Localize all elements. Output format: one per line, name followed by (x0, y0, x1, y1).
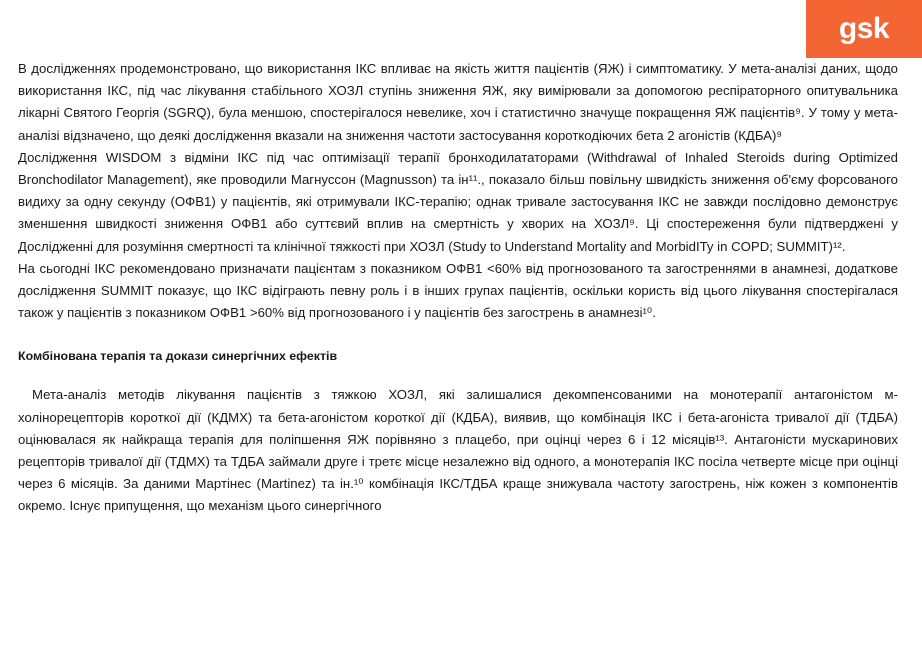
paragraph-meta-analysis: Мета-аналіз методів лікування пацієнтів з тяжкою ХОЗЛ, які залишалися декомпенсованими на монотерапії антагоністом м-холінорецепторів короткої дії (КДМХ) та бета-агоністом короткої дії (КДБА), виявив, що комбінація ІКС і бета-агоніста тривалої дії (ТДБА) оцінювалася як найкраща терапія для поліпшення ЯЖ порівняно з плацебо, при оцінці через 6 і 12 місяців¹³. Антагоністи мускаринових рецепторів тривалої дії (ТДМХ) та ТДБА займали друге і третє місце незалежно від одного, а монотерапія ІКС посіла четверте місце при оцінці через 6 місяців. За даними Мартінес (Martinez) та ін.¹⁰ комбінація ІКС/ТДБА краще знижувала частоту загострень, ніж кожен з компонентів окремо. Існує припущення, що механізм цього синергічного (18, 387, 898, 514)
document-body (18, 58, 898, 518)
paragraph-ics-qol: В дослідженнях продемонстровано, що використання ІКС впливає на якість життя пацієнтів (ЯЖ) і симптоматику. У мета-аналізі даних, щодо використання ІКС, під час лікування стабільного ХОЗЛ ступінь зниження ЯЖ, яку вимірювали за допомогою респіраторного опитувальника лікарні Святого Георгія (SGRQ), була меншою, спостерігалося невелике, хоч і статистично значуще покращення ЯЖ пацієнтів⁹. У тому у мета-аналізі відзначено, що деякі дослідження вказали на зниження частоти застосування короткодіючих бета 2 агоністів (КДБА)⁹ (18, 61, 898, 143)
gsk-logo (806, 0, 922, 58)
section-spacer (18, 324, 898, 346)
gsk-logo-text: gsk (838, 12, 890, 45)
paragraph-wisdom: Дослідження WISDOM з відміни ІКС під час оптимізації терапії бронходилататорами (Withdrawal of Inhaled Steroids during Optimized Bronchodilator Management), яке проводили Магнуссон (Magnusson) та ін¹¹., показало більш повільну швидкість зниження об'єму форсованого видиху за одну секунду (ОФВ1) у пацієнтів, які отримували ІКС-терапію; однак тривале застосування ІКС не завжди послідовно демонструє зменшення швидкості зниження ОФВ1 або суттєвий вплив на смертність у хворих на ХОЗЛ⁹. Ці спостереження були підтверджені у Дослідженні для розуміння смертності та клінічної тяжкості при ХОЗЛ (Study to Understand Mortality and MorbidITy in COPD; SUMMIT)¹². (18, 149, 898, 254)
section-heading: Комбінована терапія та докази синергічних ефектів (18, 349, 338, 364)
heading-spacer (18, 366, 898, 384)
paragraph-recommendation: На сьогодні ІКС рекомендовано призначати пацієнтам з показником ОФВ1 <60% від прогнозованого та загостреннями в анамнезі, додаткове дослідження SUMMIT показує, що ІКС відіграють певну роль і в інших групах пацієнтів, оскільки користь від цього лікування спостерігалася також у пацієнтів з показником ОФВ1 >60% від прогнозованого і у пацієнтів без загострень в анамнезі¹⁰. (18, 260, 898, 321)
